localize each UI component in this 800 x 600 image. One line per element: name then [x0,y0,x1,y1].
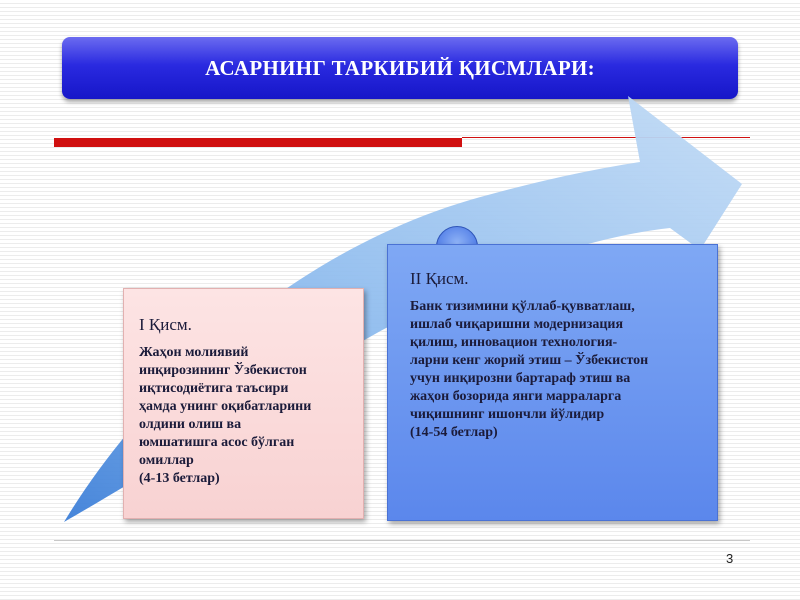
part2-box [387,244,718,521]
part2-heading: II Қисм. [410,269,469,288]
footer-rule [54,540,750,541]
page-number: 3 [726,551,734,566]
part1-heading: I Қисм. [139,315,192,334]
part2-body: Банк тизимини қўллаб-қувватлаш, ишлаб чиқаришни модернизация қилиш, инновацион технология- ларни кенг жорий этиш – Ўзбекистон учун инқирозни бартараф этиш ва жаҳон бозорида янги марраларга чиқишнинг ишончли йўлидир (14-54 бетлар) [410,299,649,440]
part1-body: Жаҳон молиявий инқирозининг Ўзбекистон иқтисодиётига таъсири ҳамда унинг оқибатларини олдини олиш ва юмшатишга асос бўлган омиллар (4-13 бетлар) [139,345,312,486]
slide-title: АСАРНИНГ ТАРКИБИЙ ҚИСМЛАРИ: [205,55,595,80]
part1-box [123,288,364,519]
